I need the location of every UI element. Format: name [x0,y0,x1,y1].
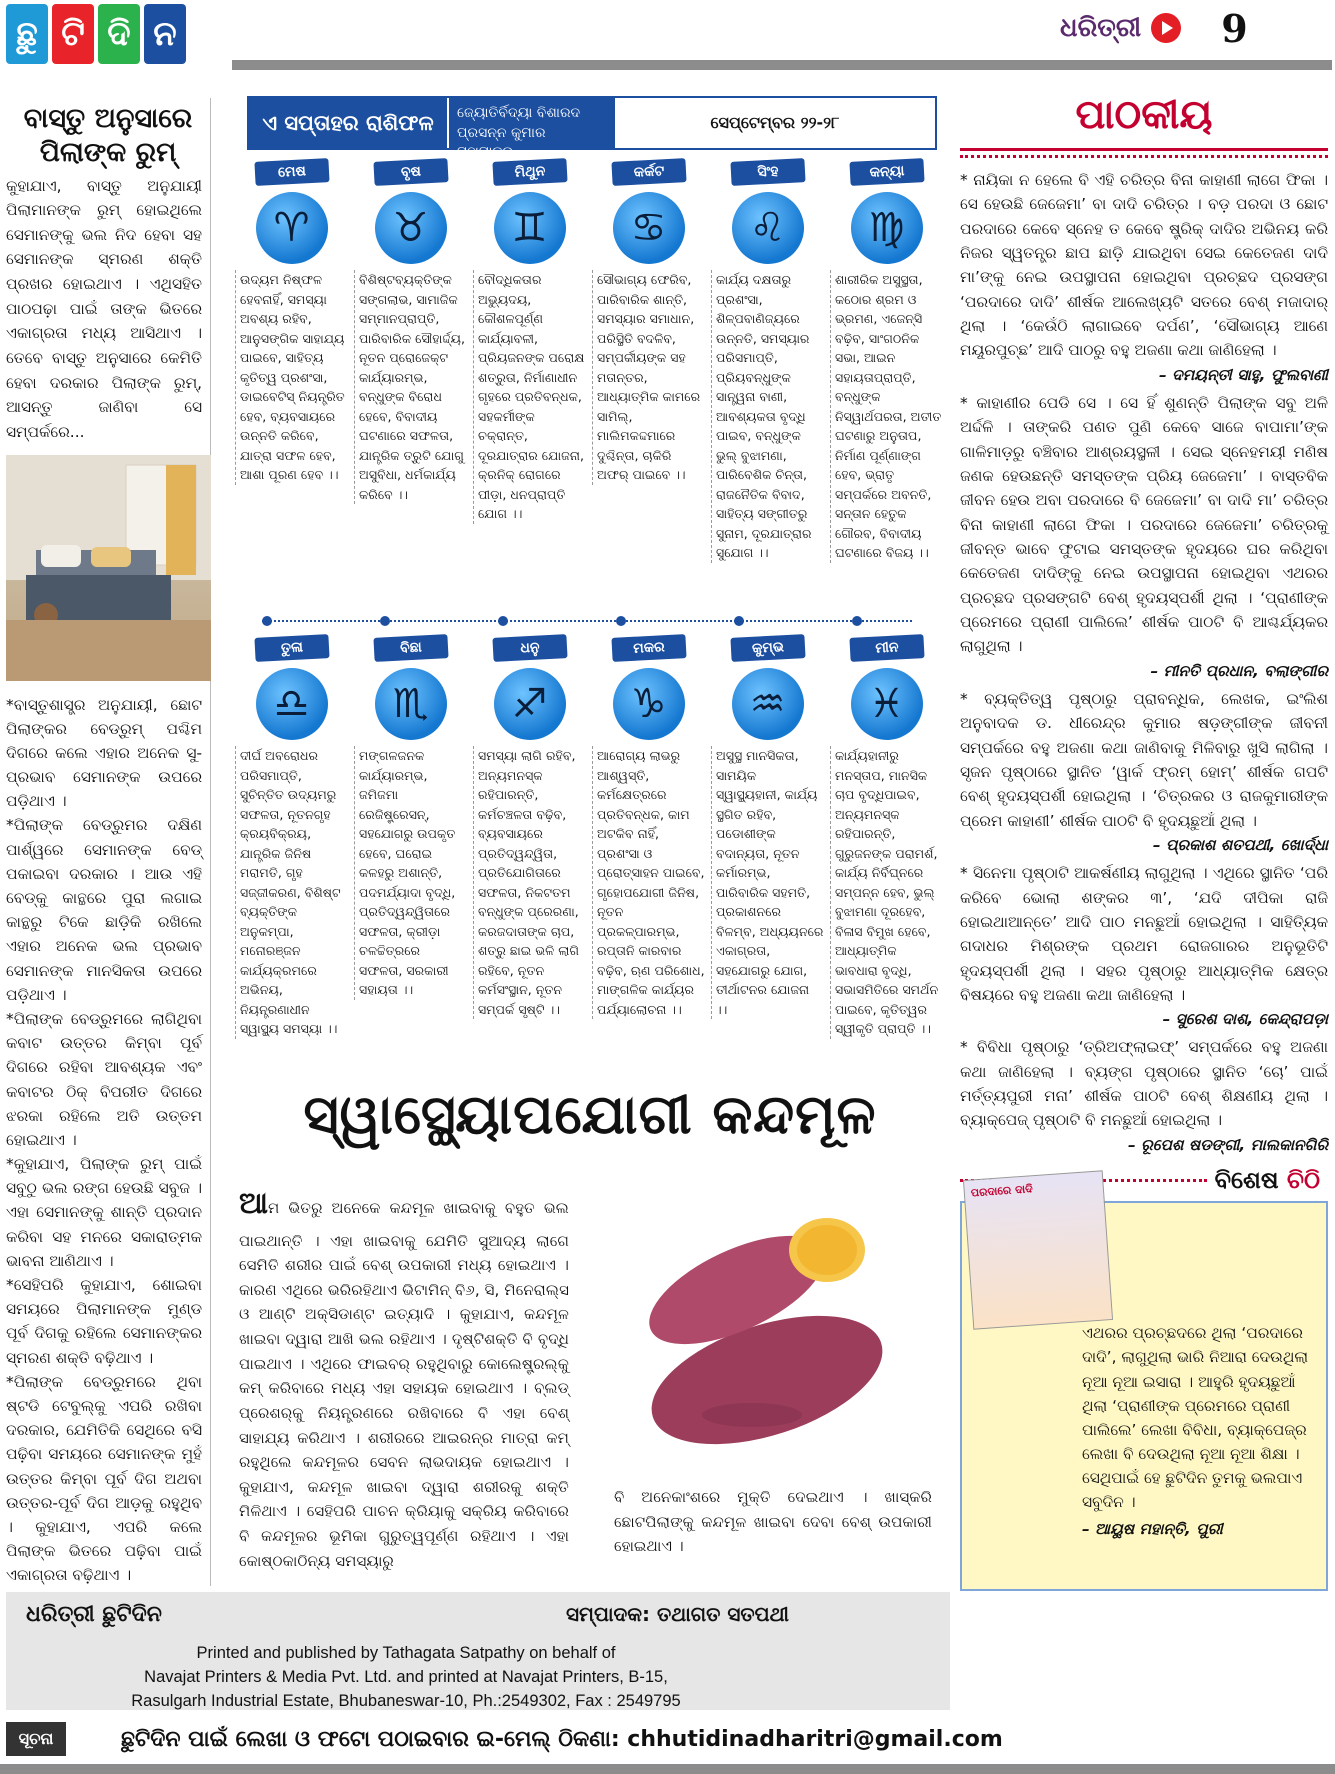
sign-capricorn [589,636,708,1039]
publication-logo: ଧରିତ୍ରୀ [1060,12,1142,43]
libra-icon: ♎ [256,668,328,740]
divider-dot [498,616,508,626]
sign-name: ମୀନ [849,634,924,662]
health-title: ସ୍ୱାସ୍ଥ୍ୟୋପଯୋଗୀ କନ୍ଦମୂଳ [303,1083,877,1146]
letter-author: – ଦମୟନ୍ତୀ ସାହୁ, ଫୁଲବାଣୀ [1158,365,1328,384]
capricorn-icon: ♑ [613,668,685,740]
horoscope-row-top [232,160,948,563]
imprint-editor: ସମ୍ପାଦକ: ତଥାଗତ ସତପଥୀ [566,1602,789,1626]
note-label: ସୂଚନା [6,1722,66,1756]
page-number: 9 [1221,5,1248,51]
divider-dot [262,616,272,626]
sign-text: ଶାରୀରିକ ଅସୁସ୍ଥତା, କଠୋର ଶ୍ରମ ଓ ଭ୍ରମଣ, ଏଜେନ୍ସି ବଢ଼ିବ, ସାଂଗଠନିକ ସଭା, ଆଇନ ସହାୟତାପ୍ରାପ୍ତି, ବନ୍ଧୁଙ୍କ ନିସ୍ୱାର୍ଥପରତା, ଅତୀତ ଘଟଣାରୁ ଅନୁତାପ, ନିର୍ମାଣ ପୂର୍ଣ୍ଣାଙ୍ଗ ହେବ, ଭ୍ରାତୃ ସମ୍ପର୍କରେ ଅବନତି, ସନ୍ତାନ ହେତୁକ ଗୌରବ, ବିବାଦୀୟ ଘଟଣାରେ ବିଜୟ ।। [830,270,943,563]
pisces-icon: ♓ [851,668,923,740]
sign-libra [232,636,351,1039]
sweet-potato-photo [617,1180,917,1480]
header-rule [232,60,1332,70]
horoscope-header [247,96,937,161]
sign-text: ମଙ୍ଗଳଜନକ କାର୍ଯ୍ୟାରମ୍ଭ, ଜମିଜମା ରେଜିଷ୍ଟ୍ରେସନ୍, ସହଯୋଗରୁ ଉପକୃତ ହେବେ, ଘରୋଇ କଳହରୁ ଅଶାନ୍ତି, ପଦମର୍ଯ୍ୟାଦା ବୃଦ୍ଧି, ପ୍ରତିଦ୍ୱନ୍ଦ୍ୱିତାରେ ସଫଳତା, କ୍ରୀଡ଼ା ଚଳଚ୍ଚିତ୍ରରେ ସଫଳତା, ସରକାରୀ ସହାୟତା ।। [354,746,467,1000]
special-letter-author: – ଆୟୁଷ ମହାନ୍ତି, ପୁରୀ [1082,1519,1223,1538]
vastu-article [6,98,211,1586]
letter-item [960,687,1328,857]
sign-name: କନ୍ୟା [849,158,924,186]
sign-text: ଦୀର୍ଘ ଅବରୋଧର ପରିସମାପ୍ତି, ସୁଚିନ୍ତିତ ଉଦ୍ୟମରୁ ସଫଳତା, ନୂତନଗୃହ କ୍ରୟବିକ୍ରୟ, ଯାନ୍ତ୍ରିକ ଜିନିଷ ମରାମତି, ଗୃହ ସଜ୍ଜୀକରଣ, ବିଶିଷ୍ଟ ବ୍ୟକ୍ତିଙ୍କ ଅନୁକମ୍ପା, ମନୋରଞ୍ଜନ କାର୍ଯ୍ୟକ୍ରମରେ ଅଭିନୟ, ନିୟନ୍ତ୍ରଣାଧୀନ ସ୍ୱାସ୍ଥ୍ୟ ସମସ୍ୟା ।। [235,746,348,1039]
letters-rule [960,148,1328,158]
horoscope-divider [262,620,912,622]
vastu-point: *ବାସ୍ତୁଶାସ୍ତ୍ର ଅନୁଯାୟୀ, ଛୋଟ ପିଲାଙ୍କର ବେଡ୍‌ରୁମ୍ ପଶ୍ଚିମ ଦିଗରେ କଲେ ଏହାର ଅନେକ ସୁ-ପ୍ରଭାବ ସେମାନଙ୍କ ଉପରେ ପଡ଼ିଥାଏ । [6,695,202,811]
leo-icon: ♌ [732,192,804,264]
note-text: ଛୁଟିଦିନ ପାଇଁ ଲେଖା ଓ ଫଟୋ ପଠାଇବାର ଇ-ମେଲ୍ ଠିକଣା: chhutidinadharitri@gmail.com [121,1726,1003,1752]
letters-list [960,168,1328,1157]
bottom-rule [0,1764,1335,1774]
divider-dot [380,616,390,626]
section-title-letter: ଦି [98,4,140,64]
imprint-brand: ଧରିତ୍ରୀ ଛୁଟିଦିନ [26,1602,162,1627]
sign-text: ଆରୋଗ୍ୟ ଲାଭରୁ ଆଶ୍ୱସ୍ତି, କର୍ମକ୍ଷେତ୍ରରେ ପ୍ରତିବନ୍ଧକ, କାମ ଅଟକିବ ନାହିଁ, ପ୍ରଶଂସା ଓ ପ୍ରୋତ୍ସାହନ ପାଇବେ, ଗୃହୋପଯୋଗୀ ଜିନିଷ, ନୂତନ ପ୍ରକଳ୍ପାରମ୍ଭ, ରପ୍ତାନି କାରବାର ବଢ଼ିବ, ଋଣ ପରିଶୋଧ, ମାଙ୍ଗଳିକ କାର୍ଯ୍ୟର ପର୍ଯ୍ୟାଲୋଚନା ।। [592,746,705,1019]
sign-pisces [827,636,946,1039]
horoscope-section [232,96,948,1056]
letter-item [960,391,1328,683]
horoscope-date: ସେପ୍ଟେମ୍ବର ୨୨-୨୮ [613,98,935,148]
magazine-thumbnail [963,1170,1113,1329]
letters-title: ପାଠକୀୟ [1075,92,1213,138]
divider-dot [734,616,744,626]
aries-icon: ♈ [256,192,328,264]
contact-note [0,1714,1335,1764]
sign-name: ମେଷ [254,158,329,186]
sign-sagittarius [470,636,589,1039]
sign-name: ମିଥୁନ [492,158,567,186]
imprint-line: Printed and published by Tathagata Satpathy on behalf of [196,1644,616,1662]
masthead [0,0,1335,80]
sign-name: ବୃଷ [373,158,448,186]
letter-item [960,1035,1328,1157]
vastu-title: ବାସ୍ତୁ ଅନୁସାରେ ପିଲାଙ୍କ ରୁମ୍ [23,103,193,168]
letter-text: * ବିବିଧା ପୃଷ୍ଠାରୁ ‘ତ୍ରିଅଫ୍‌ଲାଇଫ୍’ ସମ୍ପର୍କରେ ବହୁ ଅଜଣା କଥା ଜାଣିହେଲା । ବ୍ୟଙ୍ଗ ପୃଷ୍ଠାରେ ସ୍ଥାନିତ ‘ଚୋ’ ପାଇଁ ମର୍ତ୍ତ୍ୟପୁରୀ ମନା’ ଶୀର୍ଷକ ପାଠଟି ବେଶ୍ ଶିକ୍ଷଣୀୟ ଥିଲା । ବ୍ୟାକ୍‌ପେଜ୍ ପୃଷ୍ଠାଟି ବି ମନଛୁଆଁ ହୋଇଥିଲା । [960,1038,1328,1130]
sign-name: ମକର [611,634,686,662]
sign-virgo [827,160,946,563]
vastu-intro: କୁହାଯାଏ, ବାସ୍ତୁ ଅନୁଯାୟୀ ପିଲାମାନଙ୍କ ରୁମ୍ ହୋଇଥିଲେ ସେମାନଙ୍କୁ ଭଲ ନିଦ ହେବା ସହ ସେମାନଙ୍କ ସ୍ମରଣ ଶକ୍ତି ପ୍ରଖର ହୋଇଥାଏ । ଏଥିସହିତ ପାଠପଢ଼ା ପାଇଁ ତାଙ୍କ ଭିତରେ ଏକାଗ୍ରତା ମଧ୍ୟ ଆସିଥାଏ । ତେବେ ବାସ୍ତୁ ଅନୁସାରେ କେମିତି ହେବା ଦରକାର ପିଲାଙ୍କ ରୁମ୍, ଆସନ୍ତୁ ଜାଣିବା ସେ ସମ୍ପର୍କରେ... [6,176,202,441]
imprint-text [36,1642,776,1714]
section-title [6,4,186,64]
gemini-icon: ♊ [494,192,566,264]
sign-text: କାର୍ଯ୍ୟହାନୀରୁ ମନସ୍ତାପ, ମାନସିକ ଚାପ ବୃଦ୍ଧିପାଇବ, ଅନ୍ୟମନସ୍କ ରହିପାରନ୍ତି, ଗୁରୁଜନଙ୍କ ପରାମର୍ଶ, କାର୍ଯ୍ୟ ନିର୍ବିଘ୍ନରେ ସମ୍ପନ୍ନ ହେବ, ଭୁଲ୍ ବୁଝାମଣା ଦୂରହେବ, ବିଳାସ ବିମୁଖ ହେବେ, ଆଧ୍ୟାତ୍ମିକ ଭାବଧାରା ବୃଦ୍ଧି, ସଭାସମିତିରେ ସମର୍ଥନ ପାଇବେ, କୃତିତ୍ୱର ସ୍ୱୀକୃତି ପ୍ରାପ୍ତି ।। [830,746,943,1039]
sign-cancer [589,160,708,563]
sign-aquarius [708,636,827,1039]
letter-text: * ନାୟିକା ନ ହେଲେ ବି ଏହି ଚରିତ୍ର ବିନା କାହାଣୀ ଲାଗେ ଫିକା । ସେ ହେଉଛି ଜେଜେମା’ ବା ଦାଦି ଚରିତ୍ର । ବଡ଼ ପରଦା ଓ ଛୋଟ ପରଦାରେ କେବେ ସ୍ନେହ ତ କେବେ ଷ୍ଟ୍ରିକ୍ ଦାଦିର ଅଭିନୟ କରି ନିଜର ସ୍ୱତନ୍ତ୍ର ଛାପ ଛାଡ଼ି ଯାଇଥିବା ସେଇ କେତେଜଣ ଦାଦି ମା’ଙ୍କୁ ନେଇ ଉପସ୍ଥାପନା ହୋଇଥିବା ପ୍ରଚ୍ଛଦ ପ୍ରସଙ୍ଗ ‘ପରଦାରେ ଦାଦି’ ଶୀର୍ଷକ ଆଲେଖ୍ୟଟି ସତରେ ବେଶ୍ ମଜାଦାର୍ ଥିଲା । ‘କେଉଁଠି ଲାଗାଇବେ ଦର୍ପଣ’, ‘ସୌଭାଗ୍ୟ ଆଣେ ମୟୂରପୁଚ୍ଛ’ ଆଦି ପାଠରୁ ବହୁ ଅଜଣା କଥା ଜାଣିହେଲା । [960,171,1328,360]
letter-text: * ସିନେମା ପୃଷ୍ଠାଟି ଆକର୍ଷଣୀୟ ଲାଗୁଥିଲା । ଏଥିରେ ସ୍ଥାନିତ ‘ପରି କରିବେ ଭୋଲା ଶଙ୍କର ୩’, ‘ଯଦି ଦୀପିକା ରାଜି ହୋଇଥାଆନ୍ତେ’ ଆଦି ପାଠ ମନଛୁଆଁ ହୋଇଥିଲା । ସାହିତ୍ୟିକ ଗଦାଧର ମିଶ୍ରଙ୍କ ପ୍ରଥମ ରୋଜଗାରର ଅନୁଭୂତିଟି ହୃଦୟସ୍ପର୍ଶୀ ଥିଲା । ସହର ପୃଷ୍ଠାରୁ ଆଧ୍ୟାତ୍ମିକ କ୍ଷେତ୍ର ବିଷୟରେ ବହୁ ଅଜଣା କଥା ଜାଣିହେଲା । [960,864,1328,1004]
sign-text: ଉଦ୍ୟମ ନିଷ୍ଫଳ ହେବନାହିଁ, ସମସ୍ୟା ଅବଶ୍ୟ ରହିବ, ଆନୁସଙ୍ଗିକ ସାହାଯ୍ୟ ପାଇବେ, ସାହିତ୍ୟ କୃତିତ୍ୱ ପ୍ରଶଂସା, ଡାଇବେଟିସ୍ ନିୟନ୍ତ୍ରିତ ହେବ, ବ୍ୟବସାୟରେ ଉନ୍ନତି କରିବେ, ଯାତ୍ରା ସଫଳ ହେବ, ଆଶା ପୂରଣ ହେବ ।। [235,270,348,485]
sign-name: କୁମ୍ଭ [730,634,805,662]
sign-leo [708,160,827,563]
health-body: ମ ଭିତରୁ ଅନେକେ କନ୍ଦମୂଳ ଖାଇବାକୁ ବହୁତ ଭଲ ପାଇଥାନ୍ତି । ଏହା ଖାଇବାକୁ ଯେମିତି ସୁଆଦ୍ୟ ଲାଗେ ସେମିତି ଶରୀର ପାଇଁ ବେଶ୍ ଉପକାରୀ ମଧ୍ୟ ହୋଇଥାଏ । କାରଣ ଏଥିରେ ଭରିରହିଥାଏ ଭିଟାମିନ୍ ବି୬, ସି, ମିନେରାଲ୍ସ ଓ ଆଣ୍ଟି ଅକ୍ସିଡାଣ୍ଟ ଇତ୍ୟାଦି । କୁହାଯାଏ, କନ୍ଦମୂଳ ଖାଇବା ଦ୍ୱାରା ଆଖି ଭଲ ରହିଥାଏ । ଦୃଷ୍ଟିଶକ୍ତି ବି ବୃଦ୍ଧି ପାଇଥାଏ । ଏଥିରେ ଫାଇବର୍ ରହୁଥିବାରୁ କୋଲେଷ୍ଟ୍ରଲ୍‌କୁ କମ୍ କରିବାରେ ମଧ୍ୟ ଏହା ସହାୟକ ହୋଇଥାଏ । ବ୍ଲଡ୍ ପ୍ରେଶର୍‌କୁ ନିୟନ୍ତ୍ରଣରେ ରଖିବାରେ ବି ଏହା ବେଶ୍ ସାହାଯ୍ୟ କରିଥାଏ । ଶରୀରରେ ଆଇରନ୍‌ର ମାତ୍ରା କମ୍ ରହୁଥିଲେ କନ୍ଦମୂଳର ସେବନ ଲାଭଦାୟକ ହୋଇଥାଏ । କୁହାଯାଏ, କନ୍ଦମୂଳ ଖାଇବା ଦ୍ୱାରା ଶରୀରକୁ ଶକ୍ତି ମିଳିଥାଏ । ସେହିପରି ପାଚନ କ୍ରିୟାକୁ ସକ୍ରିୟ କରିବାରେ ବି କନ୍ଦମୂଳର ଭୂମିକା ଗୁରୁତ୍ୱପୂର୍ଣ୍ଣ ରହିଥାଏ । ଏହା କୋଷ୍ଠକାଠିନ୍ୟ ସମସ୍ୟାରୁ [239,1199,569,1570]
special-letter-poem: ଏଥରର ପ୍ରଚ୍ଛଦରେ ଥିଲା ‘ପରଦାରେ ଦାଦି’, ଲାଗୁଥିଲା ଭାରି ନିଆରା ଦେଉଥିଲା ନୂଆ ନୂଆ ଇସାରା । ଆହୁରି ହୃଦୟଛୁଆଁ ଥିଲା ‘ପ୍ରାଣୀଙ୍କ ପ୍ରେମରେ ପ୍ରାଣୀ ପାଲିଲେ’ ଲେଖା ବିବିଧା, ବ୍ୟାକ୍‌ପେଜ୍‌ର ଲେଖା ବି ଦେଉଥିଲା ନୂଆ ନୂଆ ଶିକ୍ଷା । ସେଥିପାଇଁ ହେ ଛୁଟିଦିନ ତୁମକୁ ଭଲପାଏ ସବୁଦିନ । [1082,1324,1309,1512]
divider-dot [852,616,862,626]
sign-name: କର୍କଟ [611,158,686,186]
letter-author: – ସୁରେଶ ଦାଶ, କେନ୍ଦ୍ରାପଡ଼ା [1162,1010,1328,1029]
special-title-b: ଚିଠି [1286,1166,1320,1195]
letter-author: – ରୂପେଶ ଷଡଙ୍ଗୀ, ମାଲକାନଗିରି [1127,1135,1328,1154]
imprint-line: Navajat Printers & Media Pvt. Ltd. and printed at Navajat Printers, B-15, [144,1667,668,1686]
letter-text: * କାହାଣୀର ପେଡି ସେ । ସେ ହିଁ ଶୁଣନ୍ତି ପିଲାଙ୍କ ସବୁ ଅଳି ଅର୍ଦ୍ଦଳି । ତାଙ୍କରି ପଣତ ପୁଣି କେବେ ସାଜେ ବାପାମା’ଙ୍କ ଗାଳିମାଡ଼ରୁ ବଞ୍ଚିବାର ଆଶ୍ରୟସ୍ଥଳୀ । ସେଇ ସ୍ନେହମୟୀ ମଣିଷ ଜଣକ ହେଉଛନ୍ତି ସମସ୍ତଙ୍କ ପ୍ରିୟ ଜେଜେମା’ । ବାସ୍ତବିକ ଜୀବନ ହେଉ ଅବା ପରଦାରେ ବି ଜେଜେମା’ ବା ଦାଦି ମା’ ଚରିତ୍ର ବିନା କାହାଣୀ ଲାଗେ ଫିକା । ପରଦାରେ ଜେଜେମା’ ଚରିତ୍ରକୁ ଜୀବନ୍ତ ଭାବେ ଫୁଟାଇ ସମସ୍ତଙ୍କ ହୃଦୟରେ ଘର କରିଥିବା କେତେଜଣ ଦାଦିଙ୍କୁ ନେଇ ଉପସ୍ଥାପନା ହୋଇଥିବା ଏଥରର ପ୍ରଚ୍ଛଦ ପ୍ରସଙ୍ଗଟି ବେଶ୍ ହୃଦୟସ୍ପର୍ଶୀ ଥିଲା । ‘ପ୍ରାଣୀଙ୍କ ପ୍ରେମରେ ପ୍ରାଣୀ ପାଲିଲେ’ ଶୀର୍ଷକ ପାଠଟି ବି ଆଶ୍ଚର୍ଯ୍ୟକର ଲାଗୁଥିଲା । [960,393,1328,656]
vastu-point: *ସେହିପରି କୁହାଯାଏ, ଶୋଇବା ସମୟରେ ପିଲାମାନଙ୍କ ମୁଣ୍ଡ ପୂର୍ବ ଦିଗକୁ ରହିଲେ ସେମାନଙ୍କର ସ୍ମରଣ ଶକ୍ତି ବଢ଼ିଥାଏ । [6,1276,202,1367]
letter-item [960,168,1328,387]
imprint-line: Rasulgarh Industrial Estate, Bhubaneswar-10, Ph.:2549302, Fax : 2549795 [131,1691,681,1710]
sign-scorpio [351,636,470,1039]
special-letter-box [960,1182,1328,1591]
vastu-point: *କୁହାଯାଏ, ପିଲାଙ୍କ ରୁମ୍ ପାଇଁ ସବୁଠୁ ଭଲ ରଙ୍ଗ ହେଉଛି ସବୁଜ । ଏହା ସେମାନଙ୍କୁ ଶାନ୍ତି ପ୍ରଦାନ କରିବା ସହ ମନରେ ସକାରାତ୍ମକ ଭାବନା ଆଣିଥାଏ । [6,1155,202,1270]
letters-section [960,92,1328,1592]
health-text-continued: ବି ଅନେକାଂଶରେ ମୁକ୍ତି ଦେଇଥାଏ । ଖାସ୍‌କରି ଛୋଟପିଲାଙ୍କୁ କନ୍ଦମୂଳ ଖାଇବା ଦେବା ବେଶ୍ ଉପକାରୀ ହୋଇଥାଏ । [614,1488,932,1556]
sign-name: ସିଂହ [730,158,805,186]
sign-text: ସୌଭାଗ୍ୟ ଫେରିବ, ପାରିବାରିକ ଶାନ୍ତି, ସମସ୍ୟାର ସମାଧାନ, ପରିସ୍ଥିତି ବଦଳିବ, ସମ୍ପର୍କୀୟଙ୍କ ସହ ମତାନ୍ତର, ଆଧ୍ୟାତ୍ମିକ କାମରେ ସାମିଲ୍, ମାଲିମକଦ୍ଦମାରେ ଦୁଶ୍ଚିନ୍ତା, ଚାକିରି ଅଫର୍ ପାଇବେ ।। [592,270,705,485]
scorpio-icon: ♏ [375,668,447,740]
health-text [239,1180,569,1573]
sign-name: ବିଛା [373,634,448,662]
sagittarius-icon: ♐ [494,668,566,740]
letter-item [960,861,1328,1031]
thumbnail-label: ପରଦାରେ ଦାଦି [970,1182,1034,1200]
horoscope-row-bottom [232,636,948,1039]
vastu-point: *ପିଲାଙ୍କ ବେଡ୍‌ରୁମରେ ଥିବା ଷ୍ଟଡି ଟେବୁଲ୍‌କୁ ଏପରି ରଖିବା ଦରକାର, ଯେମିତିକି ସେଥିରେ ବସି ପଢ଼ିବା ସମୟରେ ସେମାନଙ୍କ ମୁହଁ ଉତ୍ତର କିମ୍ବା ପୂର୍ବ ଦିଗ ଅଥବା ଉତ୍ତର-ପୂର୍ବ ଦିଗ ଆଡ଼କୁ ରହୁଥିବ । କୁହାଯାଏ, ଏପରି କଲେ ପିଲାଙ୍କ ଭିତରେ ପଢ଼ିବା ପାଇଁ ଏକାଗ୍ରତା ବଢ଼ିଥାଏ । [6,1372,202,1585]
sign-text: କାର୍ଯ୍ୟ ଦକ୍ଷତାରୁ ପ୍ରଶଂସା, ଶିଳ୍ପବାଣିଜ୍ୟରେ ଉନ୍ନତି, ସମସ୍ୟାର ପରିସମାପ୍ତି, ପ୍ରିୟବନ୍ଧୁଙ୍କ ସାନ୍ତ୍ୱନା ବାଣୀ, ଆବଶ୍ୟକତା ବୃଦ୍ଧି ପାଇବ, ବନ୍ଧୁଙ୍କ ଭୁଲ୍ ବୁଝାମଣା, ପାରିବେଶିକ ଚିନ୍ତା, ରାଜନୈତିକ ବିବାଦ, ସାହିତ୍ୟ ସଙ୍ଗୀତରୁ ସୁନାମ, ଦୂରଯାତ୍ରାର ସୁଯୋଗ ।। [711,270,824,563]
publication-box [1060,4,1320,52]
aquarius-icon: ♒ [732,668,804,740]
vastu-point: *ପିଲାଙ୍କ ବେଡ୍‌ରୁମର ଦକ୍ଷିଣ ପାର୍ଶ୍ୱରେ ସେମାନଙ୍କ ବେଡ୍ ପକାଇବା ଦରକାର । ଆଉ ଏହି ବେଡ୍‌କୁ କାନ୍ଥରେ ପୁରା ଲଗାଇ କାନ୍ଥରୁ ଟିକେ ଛାଡ଼ିକି ରଖିଲେ ଏହାର ଅନେକ ଭଲ ପ୍ରଭାବ ସେମାନଙ୍କ ମାନସିକତା ଉପରେ ପଡ଼ିଥାଏ । [6,816,202,1004]
letter-author: – ମୀନତି ପ୍ରଧାନ, ବଲାଙ୍ଗୀର [1150,661,1328,680]
section-title-letter: ଛୁ [6,4,48,64]
section-title-letter: ନ [144,4,186,64]
horoscope-author: ଜ୍ୟୋତିର୍ବିଦ୍ୟା ବିଶାରଦ ପ୍ରସନ୍ନ କୁମାର ମହାପାତ୍ର [447,98,613,148]
vastu-point: *ପିଲାଙ୍କ ବେଡ୍‌ରୁମରେ ଲାଗିଥିବା କବାଟ ଉତ୍ତର କିମ୍ବା ପୂର୍ବ ଦିଗରେ ରହିବା ଆବଶ୍ୟକ ଏବଂ କବାଟର ଠିକ୍ ବିପରୀତ ଦିଗରେ ଝରକା ରହିଲେ ଅତି ଉତ୍ତମ ହୋଇଥାଏ । [6,1009,202,1149]
cancer-icon: ♋ [613,192,685,264]
sign-text: ବୌଦ୍ଧିକତାର ଅଭ୍ୟୁଦୟ, କୌଶଳପୂର୍ଣ୍ଣ କାର୍ଯ୍ୟାବଳୀ, ପ୍ରିୟଜନଙ୍କ ପରୋକ୍ଷ ଶତ୍ରୁତା, ନିର୍ମାଣାଧୀନ ଗୃହରେ ପ୍ରତିବନ୍ଧକ, ସହକର୍ମୀଙ୍କ ଚକ୍ରାନ୍ତ, ଦୂରଯାତ୍ରାର ଯୋଜନା, କ୍ରନିକ୍ ରୋଗରେ ପୀଡ଼ା, ଧନପ୍ରାପ୍ତି ଯୋଗ ।। [473,270,586,524]
sign-aries [232,160,351,563]
sign-taurus [351,160,470,563]
special-title-a: ବିଶେଷ [1214,1166,1287,1195]
special-letter-title [1207,1166,1328,1194]
section-title-letter: ଟି [52,4,94,64]
sign-name: ତୁଳା [254,634,329,662]
divider-dot [616,616,626,626]
horoscope-title: ଏ ସପ୍ତାହର ରାଶିଫଳ [249,98,447,148]
letter-author: – ପ୍ରକାଶ ଶତପଥୀ, ଖୋର୍ଦ୍ଧା [1152,835,1328,854]
drop-cap: ଆ [239,1186,269,1221]
special-letter-text [1082,1321,1322,1541]
play-icon [1151,13,1181,43]
sign-gemini [470,160,589,563]
sign-text: ବିଶିଷ୍ଟବ୍ୟକ୍ତିଙ୍କ ସଙ୍ଗଲାଭ, ସାମାଜିକ ସମ୍ମାନପ୍ରାପ୍ତି, ପାରିବାରିକ ସୌହାର୍ଦ୍ଦ୍ୟ, ନୂତନ ପ୍ରୋଜେକ୍ଟ କାର୍ଯ୍ୟାରମ୍ଭ, ବନ୍ଧୁଙ୍କ ବିରୋଧ ହେବେ, ବିବାଦୀୟ ଘଟଣାରେ ସଫଳତା, ଯାନ୍ତ୍ରିକ ତ୍ରୁଟି ଯୋଗୁ ଅସୁବିଧା, ଧର୍ମକାର୍ଯ୍ୟ କରିବେ ।। [354,270,467,504]
letter-text: * ବ୍ୟକ୍ତିତ୍ୱ ପୃଷ୍ଠାରୁ ପ୍ରାବନ୍ଧିକ, ଲେଖକ, ଇଂଲିଶ ଅନୁବାଦକ ଡ. ଧୀରେନ୍ଦ୍ର କୁମାର ଷଡ଼ଙ୍ଗୀଙ୍କ ଜୀବନୀ ସମ୍ପର୍କରେ ବହୁ ଅଜଣା କଥା ଜାଣିବାକୁ ମିଳିବାରୁ ଖୁସି ଲାଗିଲା । ସୃଜନ ପୃଷ୍ଠାରେ ସ୍ଥାନିତ ‘ୱାର୍କ ଫ୍ରମ୍ ହୋମ୍’ ଶୀର୍ଷକ ଗପଟି ବେଶ୍ ହୃଦୟସ୍ପର୍ଶୀ ହୋଇଥିଲା । ‘ଚିତ୍ରକର ଓ ରାଜକୁମାରୀଙ୍କ ପ୍ରେମ କାହାଣୀ’ ଶୀର୍ଷକ ପାଠଟି ବି ହୃଦୟଛୁଆଁ ଥିଲା । [960,689,1328,830]
imprint-box [6,1592,950,1710]
sign-text: ଅସୁସ୍ଥ ମାନସିକତା, ସାମୟିକ ସ୍ୱାସ୍ଥ୍ୟହାନୀ, କାର୍ଯ୍ୟ ସ୍ଥଗିତ ରହିବ, ପଡୋଶୀଙ୍କ ବଦାନ୍ୟତା, ନୂତନ କର୍ମାରମ୍ଭ, ପାରିବାରିକ ସହମତି, ପ୍ରକାଶନରେ ବିଳମ୍ବ, ଅଧ୍ୟୟନରେ ଏକାଗ୍ରତା, ସହଯୋଗରୁ ଯୋଗ, ତୀର୍ଥାଟନର ଯୋଜନା ।। [711,746,824,1019]
vastu-body [6,693,210,1588]
sign-name: ଧନୁ [492,634,567,662]
taurus-icon: ♉ [375,192,447,264]
virgo-icon: ♍ [851,192,923,264]
bedroom-photo [6,455,211,681]
sign-text: ସମସ୍ୟା ଲାଗି ରହିବ, ଅନ୍ୟମନସ୍କ ରହିପାରନ୍ତି, କର୍ମଚଞ୍ଚଳତା ବଢ଼ିବ, ବ୍ୟବସାୟରେ ପ୍ରତିଦ୍ୱନ୍ଦ୍ୱିତା, ପ୍ରତିଯୋଗିତାରେ ସଫଳତା, ନିକଟତମ ବନ୍ଧୁଙ୍କ ପ୍ରେରଣା, କରଜଦାତାଙ୍କ ଚାପ, ଶତ୍ରୁ ଛାଇ ଭଳି ଲାଗି ରହିବେ, ନୂତନ କର୍ମସଂସ୍ଥାନ, ନୂତନ ସମ୍ପର୍କ ସୃଷ୍ଟି ।। [473,746,586,1019]
health-article [232,1070,948,1590]
